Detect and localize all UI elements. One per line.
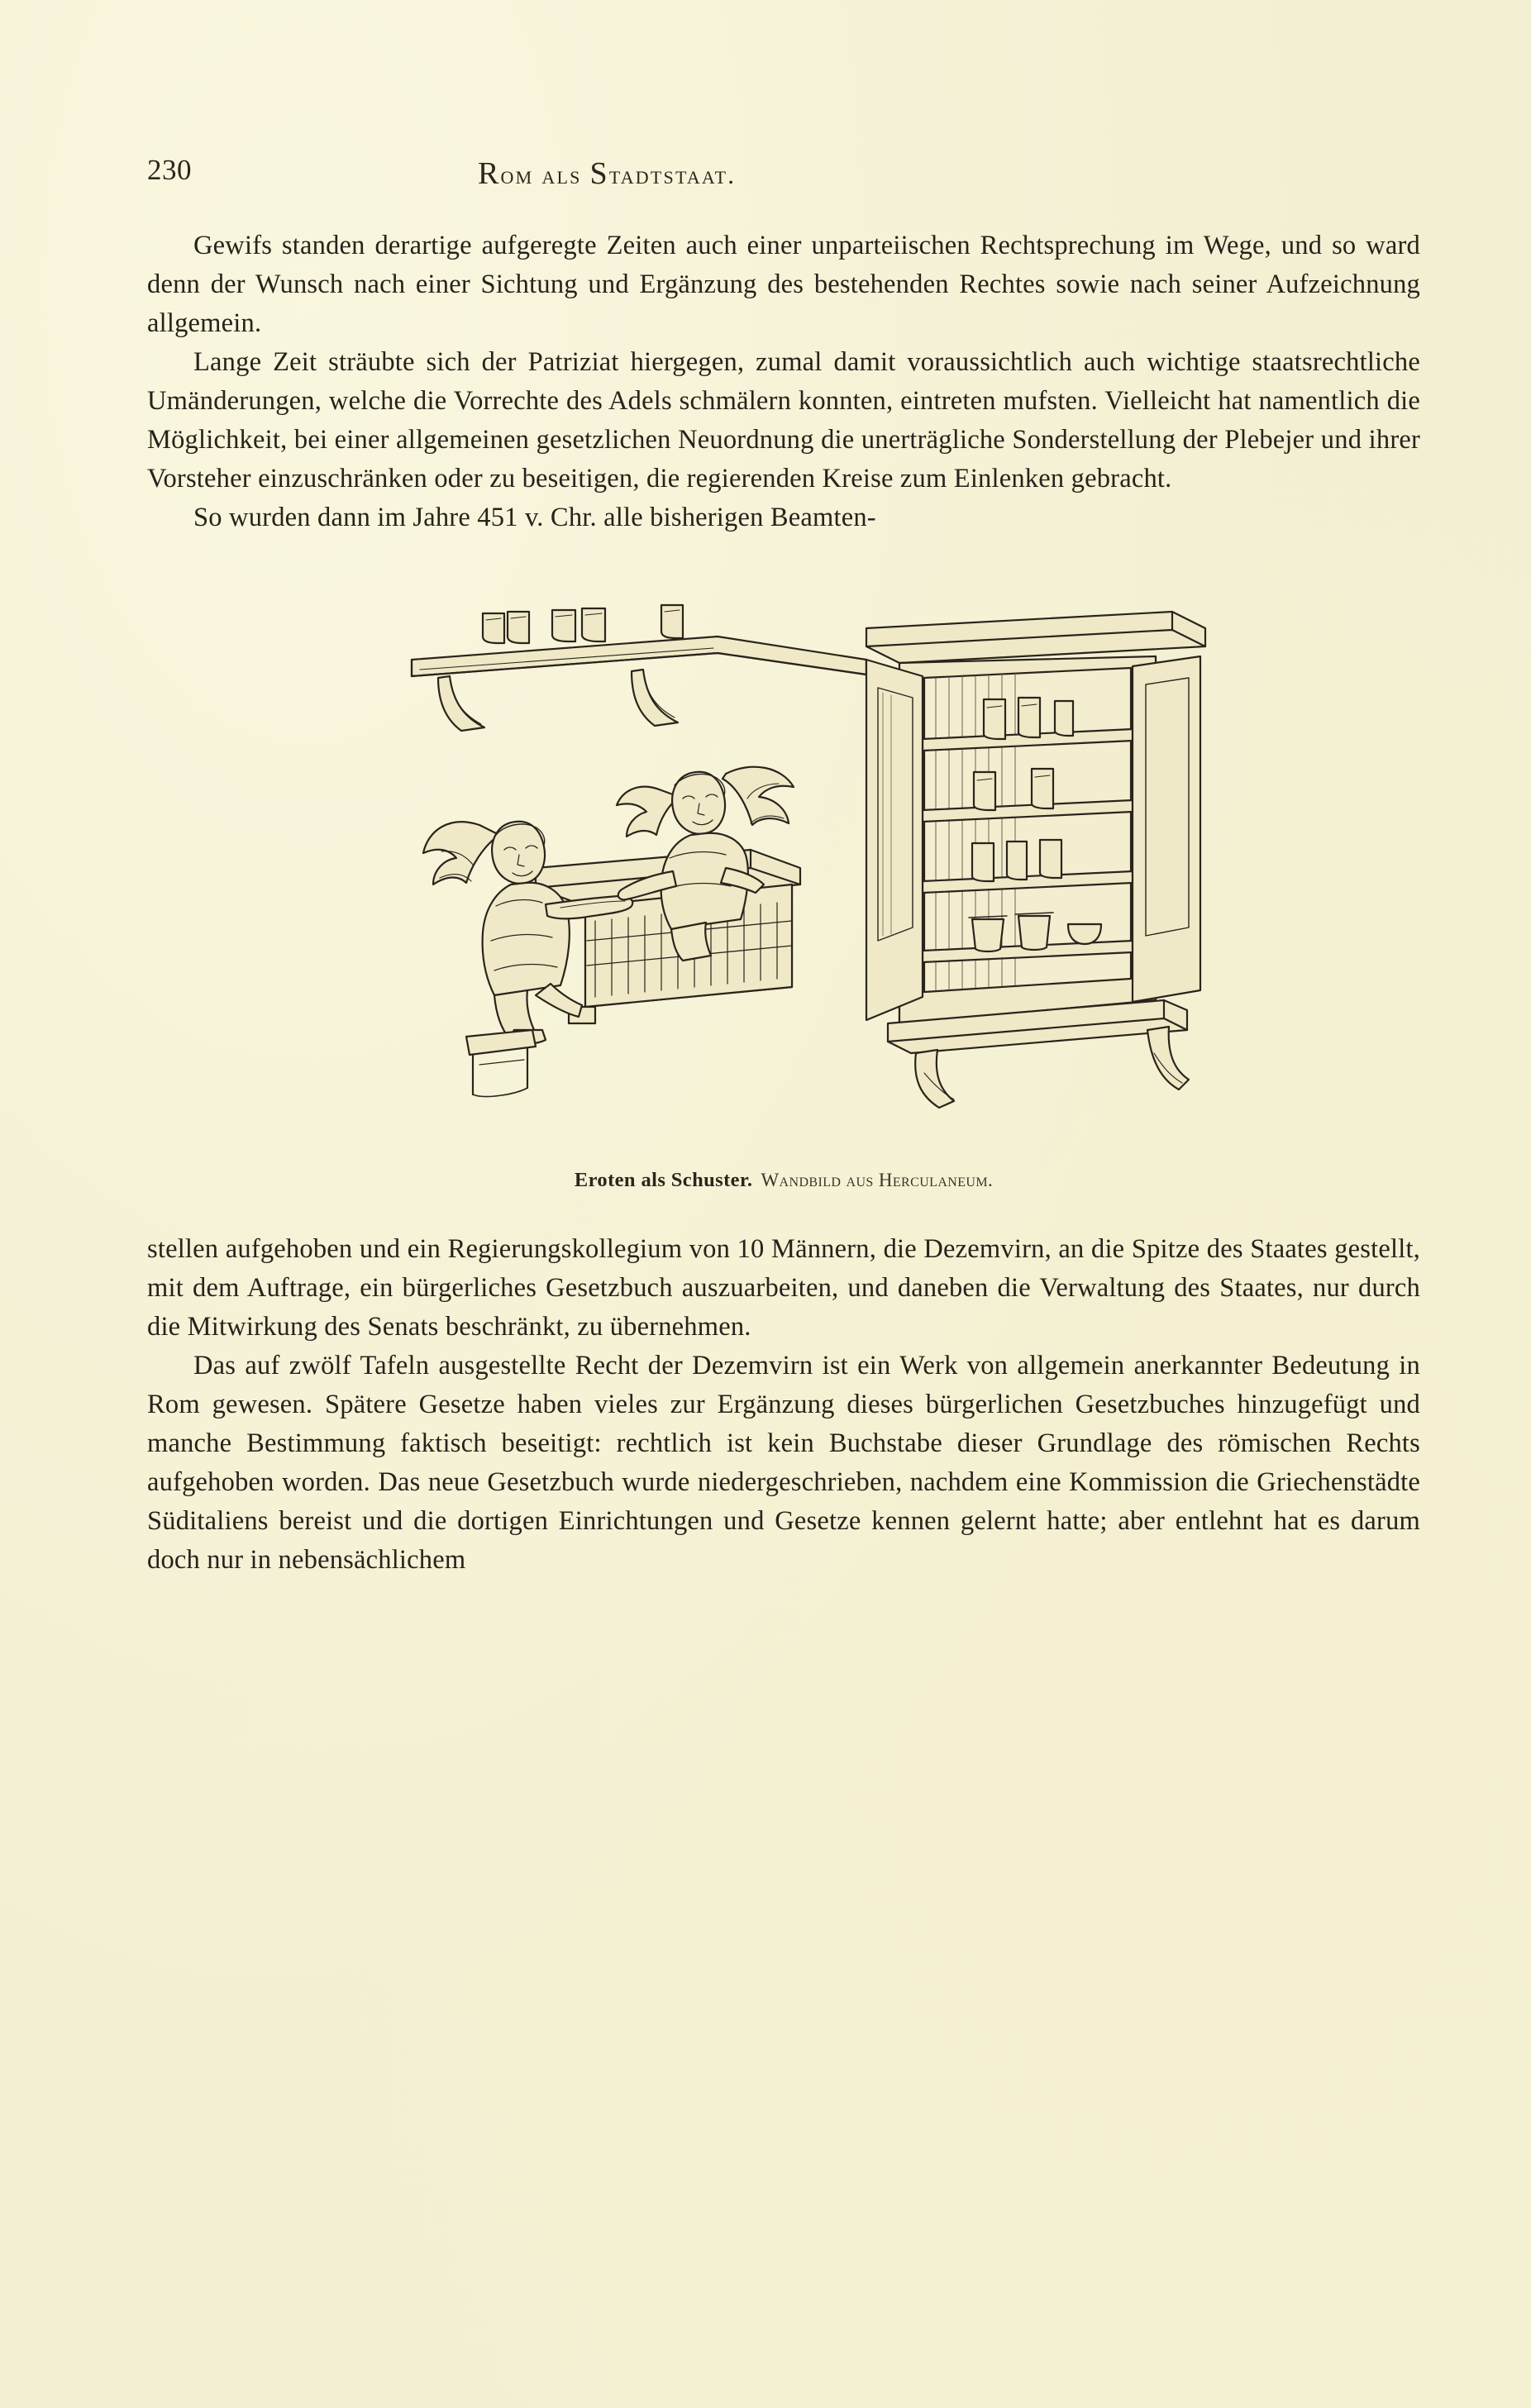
paragraph-5: Das auf zwölf Tafeln ausgestellte Recht der Dezemvirn ist ein Werk von allgemein anerkannter Bedeutung in Rom gewesen. Spätere Gesetze haben vieles zur Ergänzung dieses bürgerlichen Gesetzbuches hinzugefügt und manche Bestimmung faktisch beseitigt: rechtlich ist kein Buchstabe dieser Grundlage des römischen Rechts aufgehoben worden. Das neue Gesetzbuch wurde niedergeschrieben, nachdem eine Kommission die Griechenstädte Süditaliens bereist und die dortigen Einrichtungen und Gesetze kennen gelernt hatte; aber entlehnt hat es darum doch nur in nebensächlichem	[147, 1351, 1420, 1575]
figure-caption-sub: Wandbild aus Herculaneum.	[761, 1170, 994, 1190]
page-content	[147, 154, 1420, 1580]
shelf-shoes	[483, 605, 683, 643]
paragraph-3: So wurden dann im Jahre 451 v. Chr. alle bisherigen Beamten-	[193, 503, 876, 532]
figure-eroten-als-schuster	[147, 577, 1420, 1192]
paragraph-4: stellen aufgehoben und ein Regierungskollegium von 10 Männern, die Dezemvirn, an die Spitze des Staates gestellt, mit dem Auftrage, ein bürgerliches Gesetzbuch auszuarbeiten, und daneben die Verwaltung des Staates, nur durch die Mitwirkung des Senats beschränkt, zu übernehmen.	[147, 1234, 1420, 1342]
shoe-cupboard	[866, 612, 1205, 1108]
paragraph-1: Gewifs standen derartige aufgeregte Zeiten auch einer unparteiischen Rechtsprechung im Wege, und so ward denn der Wunsch nach einer Sichtung und Ergänzung des bestehenden Rechtes sowie nach seiner Aufzeichnung allgemein.	[147, 231, 1420, 338]
running-title-r: R	[478, 156, 501, 191]
running-title-s: S	[589, 156, 609, 191]
running-title-tadtstaat: tadtstaat.	[608, 160, 737, 189]
figure-illustration	[288, 577, 1280, 1156]
running-head	[147, 154, 1420, 207]
running-title-als: als	[541, 160, 590, 189]
wall-shelf	[412, 605, 866, 731]
running-title	[478, 155, 736, 192]
running-title-om: om	[500, 160, 542, 189]
paragraph-2: Lange Zeit sträubte sich der Patriziat hiergegen, zumal damit voraussichtlich auch wichtige staatsrechtliche Umänderungen, welche die Vorrechte des Adels schmälern konnten, eintreten mufsten. Vielleicht hat namentlich die Möglichkeit, bei einer allgemeinen gesetzlichen Neuordnung die unerträgliche Sonderstellung der Plebejer und ihrer Vorsteher einzuschränken oder zu beseitigen, die regierenden Kreise zum Einlenken gebracht.	[147, 347, 1420, 494]
page-number: 230	[147, 154, 192, 186]
figure-caption-main: Eroten als Schuster.	[574, 1169, 753, 1191]
figure-caption	[147, 1169, 1420, 1192]
